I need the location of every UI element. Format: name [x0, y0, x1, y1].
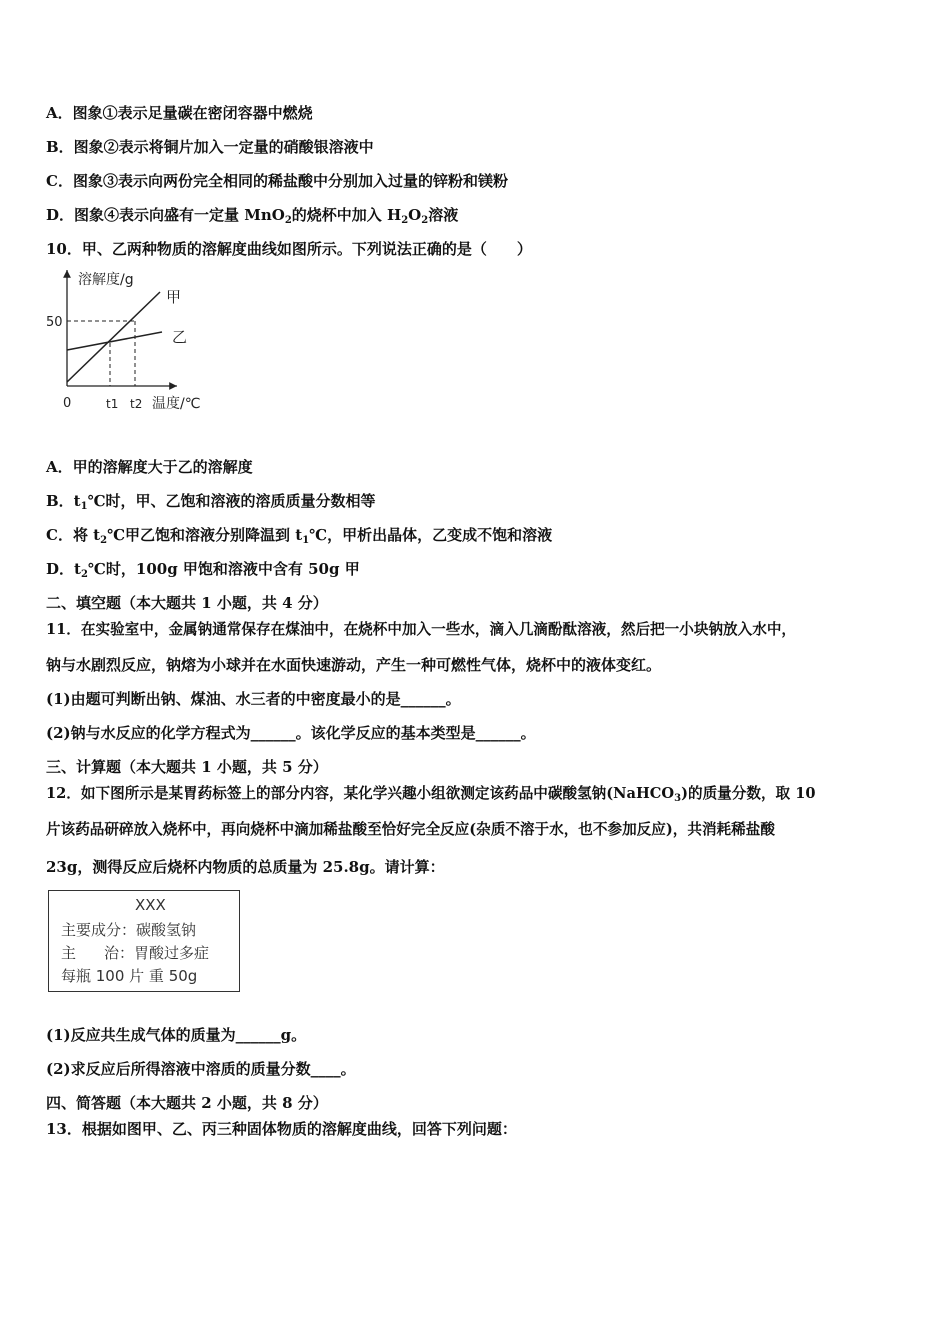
section3-title: 三、计算题（本大题共 1 小题，共 5 分）	[46, 758, 328, 776]
curve-jia	[67, 292, 160, 382]
y-axis-label: 溶解度/g	[78, 272, 134, 288]
q11-part2: (2)钠与水反应的化学方程式为______。该化学反应的基本类型是______。	[46, 724, 536, 742]
q10-option-a: A．甲的溶解度大于乙的溶解度	[46, 458, 253, 476]
y-tick-50: 50	[46, 315, 63, 330]
series-label-yi: 乙	[172, 328, 188, 346]
q11-line1: 11．在实验室中，金属钠通常保存在煤油中，在烧杯中加入一些水，滴入几滴酚酞溶液，然后把一小块钠放入水中，	[46, 621, 797, 638]
q10-option-b: B．$t_1℃$时，甲、乙饱和溶液的溶质质量分数相等	[46, 492, 376, 512]
q9-option-d: D．图象④表示向盛有一定量 MnO$_2$的烧杯中加入 $H_2O_2$溶液	[46, 206, 459, 226]
section4-title: 四、简答题（本大题共 2 小题，共 8 分）	[46, 1094, 328, 1112]
label-line3: 每瓶 100 片 重 50g	[61, 967, 198, 985]
q11-line2: 钠与水剧烈反应，钠熔为小球并在水面快速游动，产生一种可燃性气体，烧杯中的液体变红。	[46, 656, 662, 674]
curve-yi	[67, 332, 162, 350]
q10-option-c: C．将 $t_2℃$甲乙饱和溶液分别降温到 $t_1℃$，甲析出晶体，乙变成不饱和溶液	[46, 526, 553, 546]
q10-stem: 10．甲、乙两种物质的溶解度曲线如图所示。下列说法正确的是（ ）	[46, 240, 532, 258]
q13-stem: 13．根据如图甲、乙、丙三种固体物质的溶解度曲线，回答下列问题：	[46, 1120, 517, 1138]
label-line1: 主要成分：碳酸氢钠	[61, 921, 197, 939]
label-title: XXX	[135, 896, 166, 914]
origin-label: 0	[63, 396, 72, 411]
medicine-label	[48, 890, 240, 992]
x-tick-t1: t1	[106, 397, 119, 411]
q12-line1: 12．如下图所示是某胃药标签上的部分内容，某化学兴趣小组欲测定该药品中碳酸氢钠(NaHCO$_3$)的质量分数，取 10	[46, 785, 816, 804]
label-line2: 主 治：胃酸过多症	[61, 944, 210, 962]
q9-option-a: A．图象①表示足量碳在密闭容器中燃烧	[46, 104, 313, 122]
q9-option-b: B．图象②表示将铜片加入一定量的硝酸银溶液中	[46, 138, 374, 156]
x-tick-t2: t2	[130, 397, 143, 411]
q12-part1: (1)反应共生成气体的质量为______g。	[46, 1026, 307, 1044]
x-axis-label: 温度/℃	[152, 396, 201, 412]
q9-option-c: C．图象③表示向两份完全相同的稀盐酸中分别加入过量的锌粉和镁粉	[46, 172, 508, 190]
q12-line3: 23g，测得反应后烧杯内物质的总质量为 25.8g。请计算：	[46, 858, 445, 876]
q12-line2: 片该药品研碎放入烧杯中，再向烧杯中滴加稀盐酸至恰好完全反应(杂质不溶于水，也不参加反应)，共消耗稀盐酸	[46, 821, 775, 838]
series-label-jia: 甲	[166, 288, 182, 306]
q10-option-d: D．$t_2℃$时，100g 甲饱和溶液中含有 50g 甲	[46, 560, 360, 580]
q11-part1: (1)由题可判断出钠、煤油、水三者的中密度最小的是______。	[46, 690, 461, 708]
q12-part2: (2)求反应后所得溶液中溶质的质量分数____。	[46, 1060, 356, 1078]
solubility-chart	[40, 262, 220, 417]
section2-title: 二、填空题（本大题共 1 小题，共 4 分）	[46, 594, 328, 612]
